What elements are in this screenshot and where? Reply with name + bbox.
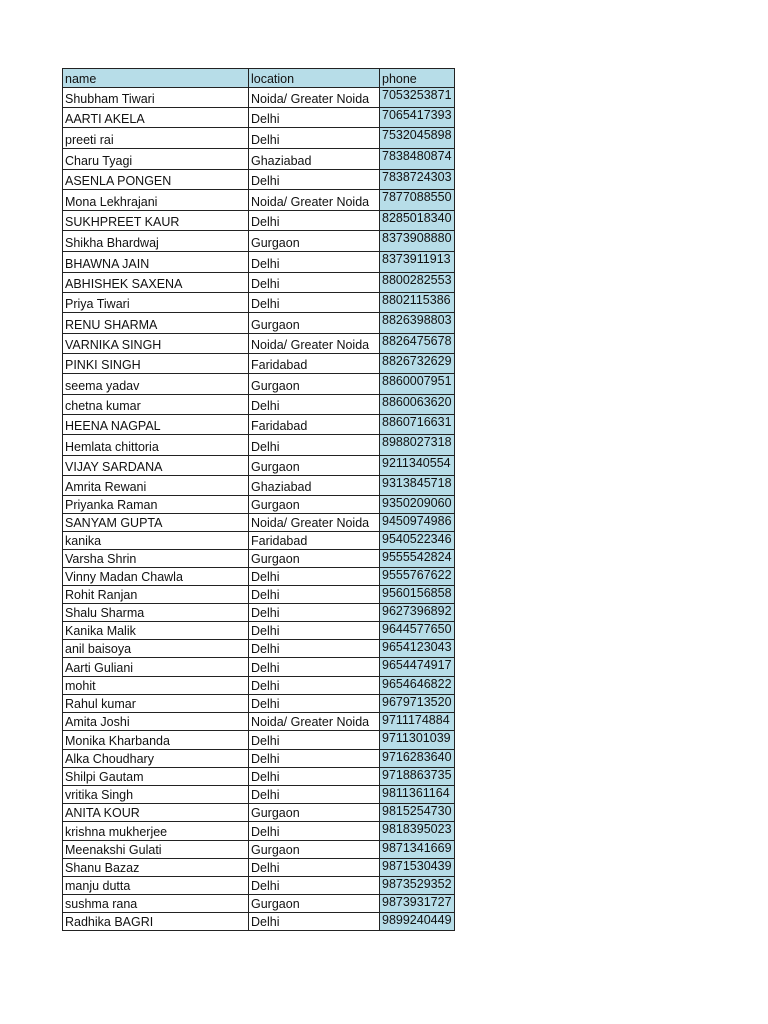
table-row [63,252,455,273]
cell-phone: 9654474917 [380,658,455,677]
cell-location: Noida/ Greater Noida [249,88,380,108]
cell-phone: 9450974986 [380,514,455,532]
cell-name: Priyanka Raman [63,496,249,514]
cell-name: mohit [63,677,249,695]
table-row [63,640,455,658]
cell-phone: 7065417393 [380,108,455,128]
cell-location: Delhi [249,128,380,149]
cell-name: RENU SHARMA [63,313,249,334]
table-row [63,435,455,456]
cell-name: Rohit Ranjan [63,586,249,604]
cell-phone: 9555542824 [380,550,455,568]
table-row [63,677,455,695]
header-location: location [249,69,380,88]
cell-phone: 8860007951 [380,374,455,395]
table-row [63,456,455,476]
cell-phone: 9644577650 [380,622,455,640]
cell-name: manju dutta [63,877,249,895]
cell-name: Hemlata chittoria [63,435,249,456]
cell-phone: 9211340554 [380,456,455,476]
table-row [63,514,455,532]
table-row [63,532,455,550]
cell-location: Delhi [249,677,380,695]
cell-location: Gurgaon [249,841,380,859]
table-row [63,913,455,931]
cell-location: Delhi [249,822,380,841]
table-row [63,374,455,395]
cell-location: Delhi [249,859,380,877]
cell-location: Gurgaon [249,496,380,514]
cell-name: kanika [63,532,249,550]
cell-name: SUKHPREET KAUR [63,211,249,231]
cell-phone: 9711174884 [380,713,455,731]
cell-phone: 9654123043 [380,640,455,658]
cell-phone: 9716283640 [380,750,455,768]
table-row [63,586,455,604]
cell-name: Vinny Madan Chawla [63,568,249,586]
table-row [63,190,455,211]
cell-location: Ghaziabad [249,149,380,170]
cell-phone: 9711301039 [380,731,455,750]
cell-location: Delhi [249,435,380,456]
cell-phone: 8988027318 [380,435,455,456]
cell-location: Delhi [249,604,380,622]
cell-location: Delhi [249,108,380,128]
header-row [63,69,455,88]
cell-phone: 8373911913 [380,252,455,273]
cell-location: Gurgaon [249,550,380,568]
table-row [63,786,455,804]
cell-name: Monika Kharbanda [63,731,249,750]
cell-phone: 8800282553 [380,273,455,293]
table-row [63,170,455,190]
cell-name: sushma rana [63,895,249,913]
cell-name: Shikha Bhardwaj [63,231,249,252]
cell-name: ABHISHEK SAXENA [63,273,249,293]
cell-location: Noida/ Greater Noida [249,514,380,532]
cell-name: Kanika Malik [63,622,249,640]
cell-name: Charu Tyagi [63,149,249,170]
cell-location: Noida/ Greater Noida [249,334,380,354]
table-row [63,313,455,334]
cell-phone: 8860716631 [380,415,455,435]
cell-phone: 9815254730 [380,804,455,822]
table-row [63,731,455,750]
cell-phone: 9873931727 [380,895,455,913]
table-row [63,713,455,731]
cell-location: Ghaziabad [249,476,380,496]
table-row [63,622,455,640]
cell-name: AARTI AKELA [63,108,249,128]
cell-location: Delhi [249,273,380,293]
cell-name: Rahul kumar [63,695,249,713]
cell-name: SANYAM GUPTA [63,514,249,532]
cell-name: Mona Lekhrajani [63,190,249,211]
cell-location: Delhi [249,658,380,677]
cell-phone: 7877088550 [380,190,455,211]
cell-location: Gurgaon [249,313,380,334]
cell-name: VARNIKA SINGH [63,334,249,354]
cell-location: Delhi [249,913,380,931]
table-row [63,354,455,374]
cell-location: Faridabad [249,532,380,550]
table-row [63,658,455,677]
cell-location: Delhi [249,211,380,231]
cell-location: Delhi [249,731,380,750]
cell-location: Faridabad [249,354,380,374]
cell-name: Varsha Shrin [63,550,249,568]
cell-phone: 9871341669 [380,841,455,859]
cell-name: Meenakshi Gulati [63,841,249,859]
cell-phone: 8285018340 [380,211,455,231]
cell-location: Noida/ Greater Noida [249,713,380,731]
cell-phone: 8860063620 [380,395,455,415]
cell-phone: 8373908880 [380,231,455,252]
cell-phone: 9350209060 [380,496,455,514]
contacts-table [62,68,455,931]
table-row [63,822,455,841]
cell-name: Amita Joshi [63,713,249,731]
cell-name: Shubham Tiwari [63,88,249,108]
cell-name: Shalu Sharma [63,604,249,622]
cell-location: Delhi [249,786,380,804]
table-row [63,568,455,586]
cell-phone: 9899240449 [380,913,455,931]
cell-location: Gurgaon [249,895,380,913]
table-body [63,88,455,931]
cell-name: preeti rai [63,128,249,149]
table-row [63,877,455,895]
cell-phone: 9313845718 [380,476,455,496]
cell-name: ANITA KOUR [63,804,249,822]
cell-location: Delhi [249,395,380,415]
table-row [63,231,455,252]
table-row [63,88,455,108]
table-row [63,750,455,768]
header-name: name [63,69,249,88]
cell-name: chetna kumar [63,395,249,415]
table-row [63,804,455,822]
cell-name: BHAWNA JAIN [63,252,249,273]
cell-phone: 7838724303 [380,170,455,190]
cell-phone: 8826398803 [380,313,455,334]
cell-location: Delhi [249,695,380,713]
table-row [63,334,455,354]
cell-name: HEENA NAGPAL [63,415,249,435]
table-row [63,211,455,231]
cell-name: seema yadav [63,374,249,395]
cell-phone: 9555767622 [380,568,455,586]
cell-name: anil baisoya [63,640,249,658]
cell-phone: 9540522346 [380,532,455,550]
cell-phone: 9873529352 [380,877,455,895]
cell-phone: 9811361164 [380,786,455,804]
cell-phone: 8826732629 [380,354,455,374]
cell-phone: 9654646822 [380,677,455,695]
cell-name: PINKI SINGH [63,354,249,374]
cell-name: Radhika BAGRI [63,913,249,931]
table-row [63,859,455,877]
header-phone: phone [380,69,455,88]
cell-phone: 8802115386 [380,293,455,313]
table-row [63,293,455,313]
table-row [63,395,455,415]
table-row [63,550,455,568]
table-row [63,149,455,170]
cell-phone: 8826475678 [380,334,455,354]
cell-name: krishna mukherjee [63,822,249,841]
cell-location: Delhi [249,640,380,658]
cell-location: Delhi [249,170,380,190]
cell-location: Noida/ Greater Noida [249,190,380,211]
cell-phone: 9818395023 [380,822,455,841]
cell-name: Alka Choudhary [63,750,249,768]
cell-location: Delhi [249,750,380,768]
table-row [63,476,455,496]
cell-phone: 7053253871 [380,88,455,108]
cell-location: Delhi [249,877,380,895]
table-row [63,604,455,622]
cell-name: Shanu Bazaz [63,859,249,877]
cell-name: Shilpi Gautam [63,768,249,786]
cell-name: VIJAY SARDANA [63,456,249,476]
cell-location: Delhi [249,252,380,273]
cell-phone: 7532045898 [380,128,455,149]
cell-location: Delhi [249,568,380,586]
cell-phone: 7838480874 [380,149,455,170]
cell-name: ASENLA PONGEN [63,170,249,190]
table-row [63,128,455,149]
cell-name: Priya Tiwari [63,293,249,313]
table-row [63,768,455,786]
cell-location: Faridabad [249,415,380,435]
cell-name: Aarti Guliani [63,658,249,677]
table-row [63,895,455,913]
table-row [63,695,455,713]
cell-location: Gurgaon [249,374,380,395]
cell-name: vritika Singh [63,786,249,804]
cell-location: Gurgaon [249,804,380,822]
cell-location: Delhi [249,586,380,604]
cell-phone: 9627396892 [380,604,455,622]
cell-location: Delhi [249,622,380,640]
cell-phone: 9871530439 [380,859,455,877]
table-row [63,841,455,859]
cell-location: Gurgaon [249,231,380,252]
table-row [63,273,455,293]
cell-phone: 9560156858 [380,586,455,604]
table-row [63,496,455,514]
cell-location: Delhi [249,768,380,786]
cell-location: Gurgaon [249,456,380,476]
cell-location: Delhi [249,293,380,313]
cell-phone: 9718863735 [380,768,455,786]
cell-name: Amrita Rewani [63,476,249,496]
table-row [63,415,455,435]
cell-phone: 9679713520 [380,695,455,713]
table-row [63,108,455,128]
